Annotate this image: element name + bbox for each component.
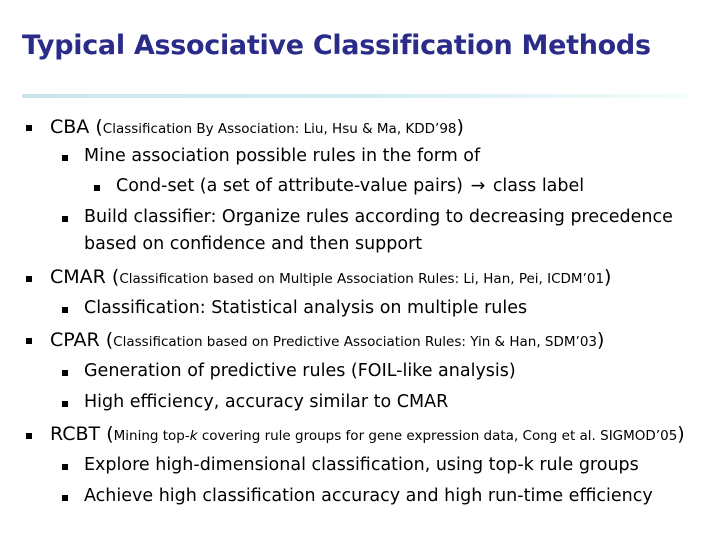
bullet-cpar-name: CPAR (	[50, 329, 114, 351]
bullet-marker	[62, 155, 68, 161]
bullet-cmar-citation: Classification based on Multiple Association Rules: Li, Han, Pei, ICDM’01	[119, 271, 605, 287]
bullet-cmar	[50, 266, 611, 288]
bullet-cba	[50, 116, 464, 138]
bullet-marker	[62, 307, 68, 313]
slide-title: Typical Associative Classification Methods	[22, 30, 651, 61]
class-label-text: class label	[492, 176, 585, 196]
rcbt-citation-pre: Mining top-	[113, 428, 190, 444]
sub-bullet-cba-mine: Mine association possible rules in the form of	[84, 146, 481, 166]
bullet-cpar-citation: Classification based on Predictive Association Rules: Yin & Han, SDM’03	[113, 334, 598, 350]
condset-text: Cond-set (a set of attribute-value pairs)	[116, 176, 463, 196]
bullet-cpar-close: )	[597, 329, 605, 351]
title-underline	[22, 94, 687, 98]
rcbt-citation-post: covering rule groups for gene expression data, Cong et al. SIGMOD’05	[197, 428, 678, 444]
right-arrow-icon: →	[470, 176, 486, 196]
bullet-rcbt-name: RCBT (	[50, 423, 114, 445]
bullet-marker	[26, 433, 32, 439]
bullet-cpar	[50, 329, 604, 351]
rcbt-citation-k: k	[189, 428, 198, 444]
bullet-cba-citation: Classification By Association: Liu, Hsu & Ma, KDD’98	[102, 121, 457, 137]
sub-bullet-cmar-classification: Classification: Statistical analysis on multiple rules	[84, 298, 528, 318]
bullet-rcbt-close: )	[677, 423, 685, 445]
bullet-rcbt	[50, 423, 685, 445]
bullet-marker	[26, 276, 32, 282]
bullet-marker	[62, 495, 68, 501]
sub-bullet-cba-build-line1: Build classifier: Organize rules according to decreasing precedence	[84, 207, 673, 227]
bullet-rcbt-citation	[114, 428, 678, 444]
bullet-marker	[62, 464, 68, 470]
bullet-marker	[26, 125, 32, 131]
sub-bullet-cba-build-line2: based on confidence and then support	[84, 234, 423, 254]
bullet-cba-name: CBA (	[50, 116, 103, 138]
bullet-cmar-close: )	[604, 266, 612, 288]
bullet-marker	[62, 401, 68, 407]
bullet-marker	[62, 370, 68, 376]
sub-bullet-cpar-generation: Generation of predictive rules (FOIL-like analysis)	[84, 361, 516, 381]
sub-bullet-rcbt-achieve: Achieve high classification accuracy and high run-time efficiency	[84, 486, 653, 506]
sub-bullet-rcbt-explore: Explore high-dimensional classification, using top-k rule groups	[84, 455, 639, 475]
sub-bullet-cpar-efficiency: High efficiency, accuracy similar to CMAR	[84, 392, 449, 412]
bullet-marker	[94, 185, 100, 191]
bullet-cba-close: )	[456, 116, 464, 138]
bullet-marker	[26, 338, 32, 344]
sub-sub-bullet-cba-condset	[116, 176, 584, 196]
bullet-cmar-name: CMAR (	[50, 266, 120, 288]
bullet-marker	[62, 216, 68, 222]
